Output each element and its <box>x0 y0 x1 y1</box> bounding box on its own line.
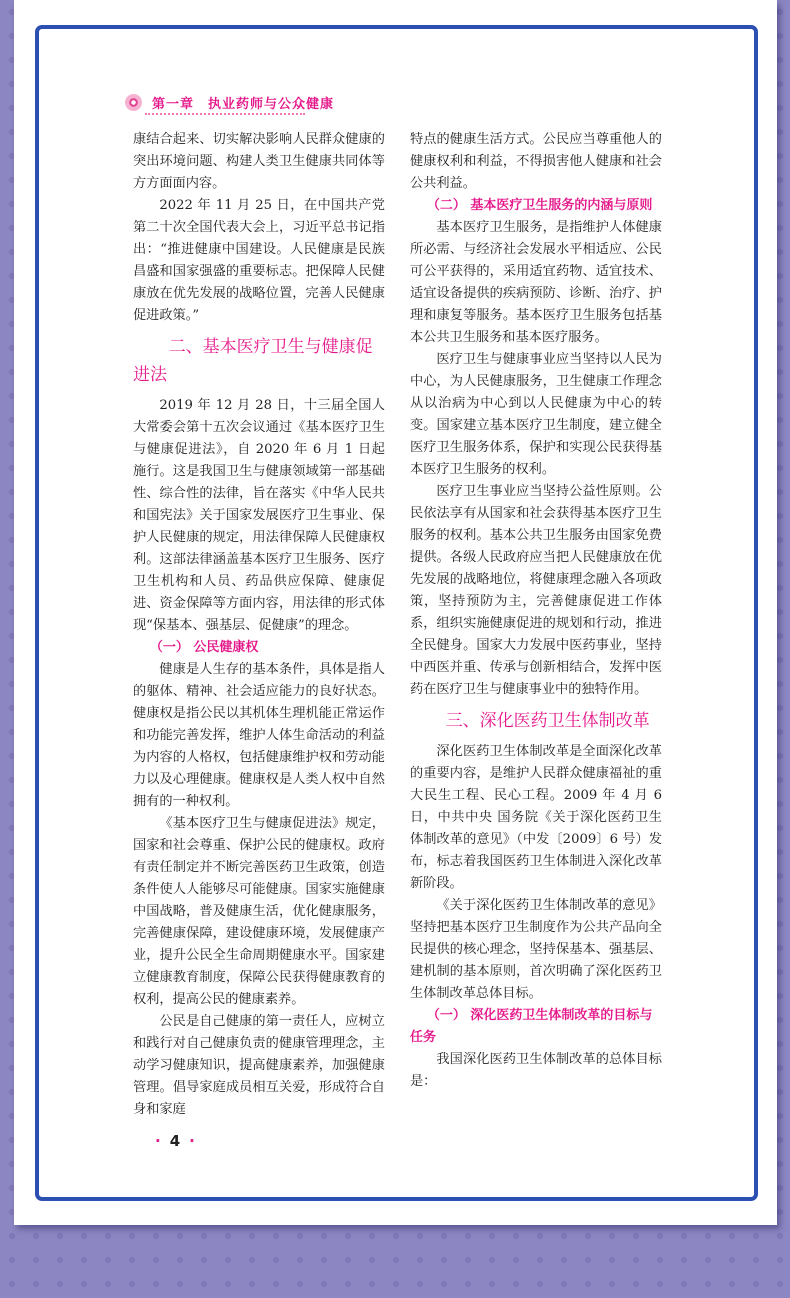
chapter-title: 第一章 执业药师与公众健康 <box>152 97 335 112</box>
page-number-value: 4 <box>169 1132 181 1150</box>
paragraph: 特点的健康生活方式。公民应当尊重他人的健康权利和利益，不得损害他人健康和社会公共利益。 <box>410 132 662 191</box>
subsection-heading: （一） 公民健康权 <box>149 640 259 655</box>
paragraph: 公民是自己健康的第一责任人，应树立和践行对自己健康负责的健康管理理念，主动学习健康知识，提高健康素养，加强健康管理。倡导家庭成员相互关爱，形成符合自身和家庭 <box>133 1014 385 1117</box>
paragraph: 医疗卫生与健康事业应当坚持以人民为中心，为人民健康服务，卫生健康工作理念从以治病为中心到以人民健康为中心的转变。国家建立基本医疗卫生制度，建立健全医疗卫生服务体系，保护和实现公民获得基本医疗卫生服务的权利。 <box>410 352 662 477</box>
subsection-heading: （二） 基本医疗卫生服务的内涵与原则 <box>426 198 653 213</box>
paragraph: 2019 年 12 月 28 日，十三届全国人大常委会第十五次会议通过《基本医疗卫生与健康促进法》，自 2020 年 6 月 1 日起施行。这是我国卫生与健康领域第一部基础性、综合性的法律，旨在落实《中华人民共和国宪法》关于国家发展医疗卫生事业、保护人民健康的规定，用法律保障人民健康权利。这部法律涵盖基本医疗卫生服务、医疗卫生机构和人员、药品供应保障、健康促进、资金保障等方面内容，用法律的形式体现“保基本、强基层、促健康”的理念。 <box>133 398 385 633</box>
section-heading: 二、基本医疗卫生与健康促进法 <box>133 337 373 385</box>
page-number-dot-left: · <box>155 1132 161 1150</box>
section-heading: 三、深化医药卫生体制改革 <box>445 711 650 731</box>
paragraph: 医疗卫生事业应当坚持公益性原则。公民依法享有从国家和社会获得基本医疗卫生服务的权利。基本公共卫生服务由国家免费提供。各级人民政府应当把人民健康放在优先发展的战略地位，将健康理念融入各项政策，坚持预防为主，完善健康促进工作体系，组织实施健康促进的规划和行动，推进全民健身。国家大力发展中医药事业，坚持中西医并重、传承与创新相结合，发挥中医药在医疗卫生与健康事业中的独特作用。 <box>410 484 662 697</box>
paragraph: 健康是人生存的基本条件，具体是指人的躯体、精神、社会适应能力的良好状态。健康权是指公民以其机体生理机能正常运作和功能完善发挥，维护人体生命活动的利益为内容的人格权，包括健康维护权和劳动能力以及心理健康。健康权是人类人权中自然拥有的一种权利。 <box>133 662 385 809</box>
paragraph: 《关于深化医药卫生体制改革的意见》坚持把基本医疗卫生制度作为公共产品向全民提供的核心理念，坚持保基本、强基层、建机制的基本原则，首次明确了深化医药卫生体制改革总体目标。 <box>410 898 662 1001</box>
page-number-dot-right: · <box>189 1132 195 1150</box>
running-head <box>125 93 334 112</box>
right-column <box>410 129 662 1093</box>
paragraph: 《基本医疗卫生与健康促进法》规定，国家和社会尊重、保护公民的健康权。政府有责任制定并不断完善医药卫生政策，创造条件使人人能够尽可能健康。国家实施健康中国战略，普及健康生活，优化健康服务，完善健康保障，建设健康环境，发展健康产业，提升公民全生命周期健康水平。国家建立健康教育制度，保障公民获得健康教育的权利，提高公民的健康素养。 <box>133 816 385 1007</box>
paragraph: 我国深化医药卫生体制改革的总体目标是： <box>410 1052 662 1089</box>
paragraph: 基本医疗卫生服务，是指维护人体健康所必需、与经济社会发展水平相适应、公民可公平获得的，采用适宜药物、适宜技术、适宜设备提供的疾病预防、诊断、治疗、护理和康复等服务。基本医疗卫生服务包括基本公共卫生服务和基本医疗服务。 <box>410 220 662 345</box>
paragraph: 2022 年 11 月 25 日，在中国共产党第二十次全国代表大会上，习近平总书记指出：“推进健康中国建设。人民健康是民族昌盛和国家强盛的重要标志。把保障人民健康放在优先发展的战略位置，完善人民健康促进政策。” <box>133 198 385 323</box>
paragraph: 康结合起来、切实解决影响人民群众健康的突出环境问题、构建人类卫生健康共同体等方方面面内容。 <box>133 132 385 191</box>
book-page <box>14 0 777 1225</box>
flower-icon <box>125 94 142 111</box>
subsection-heading: （一） 深化医药卫生体制改革的目标与任务 <box>410 1008 653 1045</box>
left-column <box>133 129 385 1121</box>
page-number <box>146 1131 204 1151</box>
running-head-divider <box>145 113 305 115</box>
paragraph: 深化医药卫生体制改革是全面深化改革的重要内容，是维护人民群众健康福祉的重大民生工程、民心工程。2009 年 4 月 6 日，中共中央 国务院《关于深化医药卫生体制改革的意见》（中发〔2009〕6 号）发布，标志着我国医药卫生体制进入深化改革新阶段。 <box>410 744 662 891</box>
